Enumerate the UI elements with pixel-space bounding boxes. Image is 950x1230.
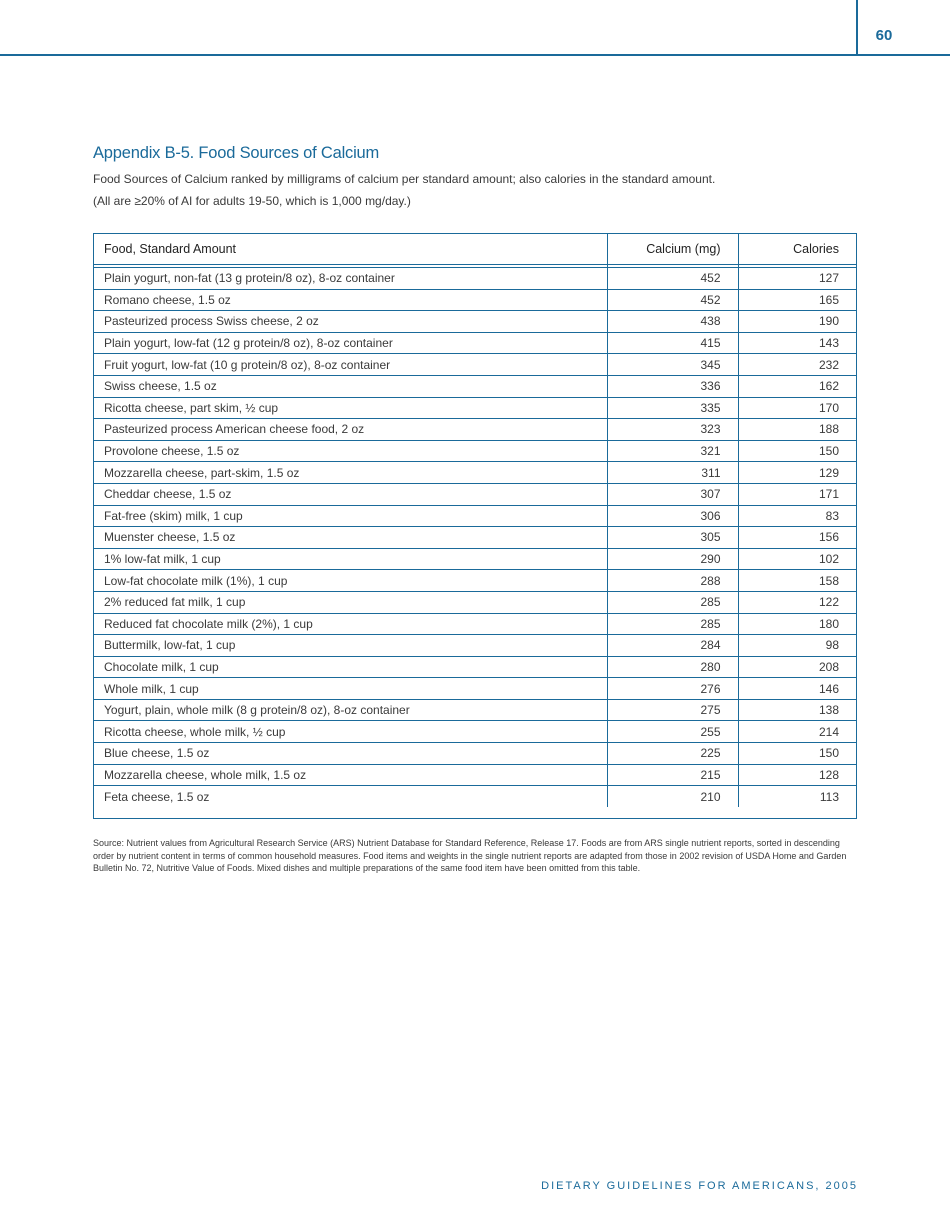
table-row <box>94 635 856 657</box>
calories-cell: 180 <box>738 613 856 635</box>
calcium-cell: 255 <box>607 721 738 743</box>
food-cell: Romano cheese, 1.5 oz <box>94 289 607 311</box>
footer-publication-title: DIETARY GUIDELINES FOR AMERICANS, 2005 <box>541 1180 858 1192</box>
calories-cell: 232 <box>738 354 856 376</box>
table-row <box>94 462 856 484</box>
food-cell: Muenster cheese, 1.5 oz <box>94 527 607 549</box>
calcium-cell: 336 <box>607 375 738 397</box>
table-row <box>94 743 856 765</box>
food-cell: Fruit yogurt, low-fat (10 g protein/8 oz), 8-oz container <box>94 354 607 376</box>
calories-cell: 143 <box>738 332 856 354</box>
table-row <box>94 505 856 527</box>
calcium-table-frame <box>93 233 857 819</box>
calories-cell: 113 <box>738 786 856 807</box>
subtitle-description: Food Sources of Calcium ranked by milligrams of calcium per standard amount; also calories in the standard amount. <box>93 172 716 186</box>
calcium-cell: 452 <box>607 268 738 290</box>
calories-cell: 127 <box>738 268 856 290</box>
food-cell: Buttermilk, low-fat, 1 cup <box>94 635 607 657</box>
table-row <box>94 764 856 786</box>
calcium-cell: 276 <box>607 678 738 700</box>
calcium-cell: 305 <box>607 527 738 549</box>
calories-cell: 146 <box>738 678 856 700</box>
food-cell: Plain yogurt, low-fat (12 g protein/8 oz), 8-oz container <box>94 332 607 354</box>
calcium-cell: 285 <box>607 613 738 635</box>
page-number: 60 <box>875 27 893 44</box>
table-row <box>94 548 856 570</box>
food-cell: Pasteurized process American cheese food, 2 oz <box>94 419 607 441</box>
food-cell: 2% reduced fat milk, 1 cup <box>94 591 607 613</box>
calcium-cell: 285 <box>607 591 738 613</box>
table-row <box>94 375 856 397</box>
table-row <box>94 570 856 592</box>
subtitle-ai-note: (All are ≥20% of AI for adults 19-50, which is 1,000 mg/day.) <box>93 194 411 208</box>
table-row <box>94 311 856 333</box>
calories-cell: 214 <box>738 721 856 743</box>
table-row <box>94 268 856 290</box>
table-row <box>94 678 856 700</box>
table-row <box>94 440 856 462</box>
table-row <box>94 332 856 354</box>
table-row <box>94 591 856 613</box>
calories-cell: 190 <box>738 311 856 333</box>
food-cell: Cheddar cheese, 1.5 oz <box>94 483 607 505</box>
calories-cell: 156 <box>738 527 856 549</box>
calcium-cell: 438 <box>607 311 738 333</box>
calcium-cell: 452 <box>607 289 738 311</box>
food-cell: Ricotta cheese, part skim, ½ cup <box>94 397 607 419</box>
food-cell: Feta cheese, 1.5 oz <box>104 789 210 804</box>
calories-cell: 170 <box>738 397 856 419</box>
food-cell: Whole milk, 1 cup <box>94 678 607 700</box>
food-cell: Low-fat chocolate milk (1%), 1 cup <box>94 570 607 592</box>
calcium-cell: 210 <box>607 786 738 807</box>
food-cell: Ricotta cheese, whole milk, ½ cup <box>94 721 607 743</box>
table-row <box>94 397 856 419</box>
calories-cell: 158 <box>738 570 856 592</box>
table-row <box>94 354 856 376</box>
food-cell: Provolone cheese, 1.5 oz <box>94 440 607 462</box>
calories-cell: 128 <box>738 764 856 786</box>
table-row <box>94 527 856 549</box>
calories-cell: 165 <box>738 289 856 311</box>
table-row <box>94 419 856 441</box>
food-cell: Mozzarella cheese, part-skim, 1.5 oz <box>94 462 607 484</box>
calcium-cell: 215 <box>607 764 738 786</box>
calcium-cell: 290 <box>607 548 738 570</box>
calcium-cell: 275 <box>607 699 738 721</box>
column-header-food: Food, Standard Amount <box>94 234 607 265</box>
column-header-calories: Calories <box>738 234 856 265</box>
calcium-cell: 307 <box>607 483 738 505</box>
column-header-calcium: Calcium (mg) <box>607 234 738 265</box>
calories-cell: 102 <box>738 548 856 570</box>
calcium-cell: 288 <box>607 570 738 592</box>
calcium-table <box>94 234 856 807</box>
table-row <box>94 289 856 311</box>
calories-cell: 98 <box>738 635 856 657</box>
calories-cell: 188 <box>738 419 856 441</box>
calories-cell: 208 <box>738 656 856 678</box>
calcium-cell: 284 <box>607 635 738 657</box>
calcium-cell: 311 <box>607 462 738 484</box>
food-cell: Chocolate milk, 1 cup <box>94 656 607 678</box>
calcium-cell: 280 <box>607 656 738 678</box>
calcium-cell: 323 <box>607 419 738 441</box>
calories-cell: 83 <box>738 505 856 527</box>
food-cell: Reduced fat chocolate milk (2%), 1 cup <box>94 613 607 635</box>
calories-cell: 171 <box>738 483 856 505</box>
calcium-cell: 345 <box>607 354 738 376</box>
calcium-cell: 415 <box>607 332 738 354</box>
calcium-cell: 335 <box>607 397 738 419</box>
food-cell: Plain yogurt, non-fat (13 g protein/8 oz), 8-oz container <box>94 268 607 290</box>
table-row <box>94 699 856 721</box>
food-cell: Yogurt, plain, whole milk (8 g protein/8 oz), 8-oz container <box>94 699 607 721</box>
calories-cell: 129 <box>738 462 856 484</box>
calories-cell: 150 <box>738 743 856 765</box>
food-cell: Mozzarella cheese, whole milk, 1.5 oz <box>94 764 607 786</box>
calories-cell: 162 <box>738 375 856 397</box>
calories-cell: 150 <box>738 440 856 462</box>
calories-cell: 138 <box>738 699 856 721</box>
food-cell: Pasteurized process Swiss cheese, 2 oz <box>94 311 607 333</box>
calcium-cell: 306 <box>607 505 738 527</box>
page-title: Appendix B-5. Food Sources of Calcium <box>93 144 380 162</box>
calcium-cell: 321 <box>607 440 738 462</box>
table-row <box>94 483 856 505</box>
food-cell: Blue cheese, 1.5 oz <box>94 743 607 765</box>
table-header-row <box>94 234 856 265</box>
source-note: Source: Nutrient values from Agricultural Research Service (ARS) Nutrient Database for Standard Reference, Release 17. Foods are from ARS single nutrient reports, sorted in descending order by nutrient content in terms of common household measures. Food items and weights in the single nutrient reports are adapted from those in 2002 revision of USDA Home and Garden Bulletin No. 72, Nutritive Value of Foods. Mixed dishes and multiple preparations of the same food item have been omitted from this table. <box>93 838 847 874</box>
calcium-cell: 225 <box>607 743 738 765</box>
table-row <box>94 786 856 807</box>
food-cell: Fat-free (skim) milk, 1 cup <box>94 505 607 527</box>
calories-cell: 122 <box>738 591 856 613</box>
table-row <box>94 721 856 743</box>
food-cell: Swiss cheese, 1.5 oz <box>94 375 607 397</box>
header-rule <box>0 54 950 56</box>
table-row <box>94 613 856 635</box>
table-row <box>94 656 856 678</box>
table-body <box>94 265 856 807</box>
food-cell: 1% low-fat milk, 1 cup <box>94 548 607 570</box>
